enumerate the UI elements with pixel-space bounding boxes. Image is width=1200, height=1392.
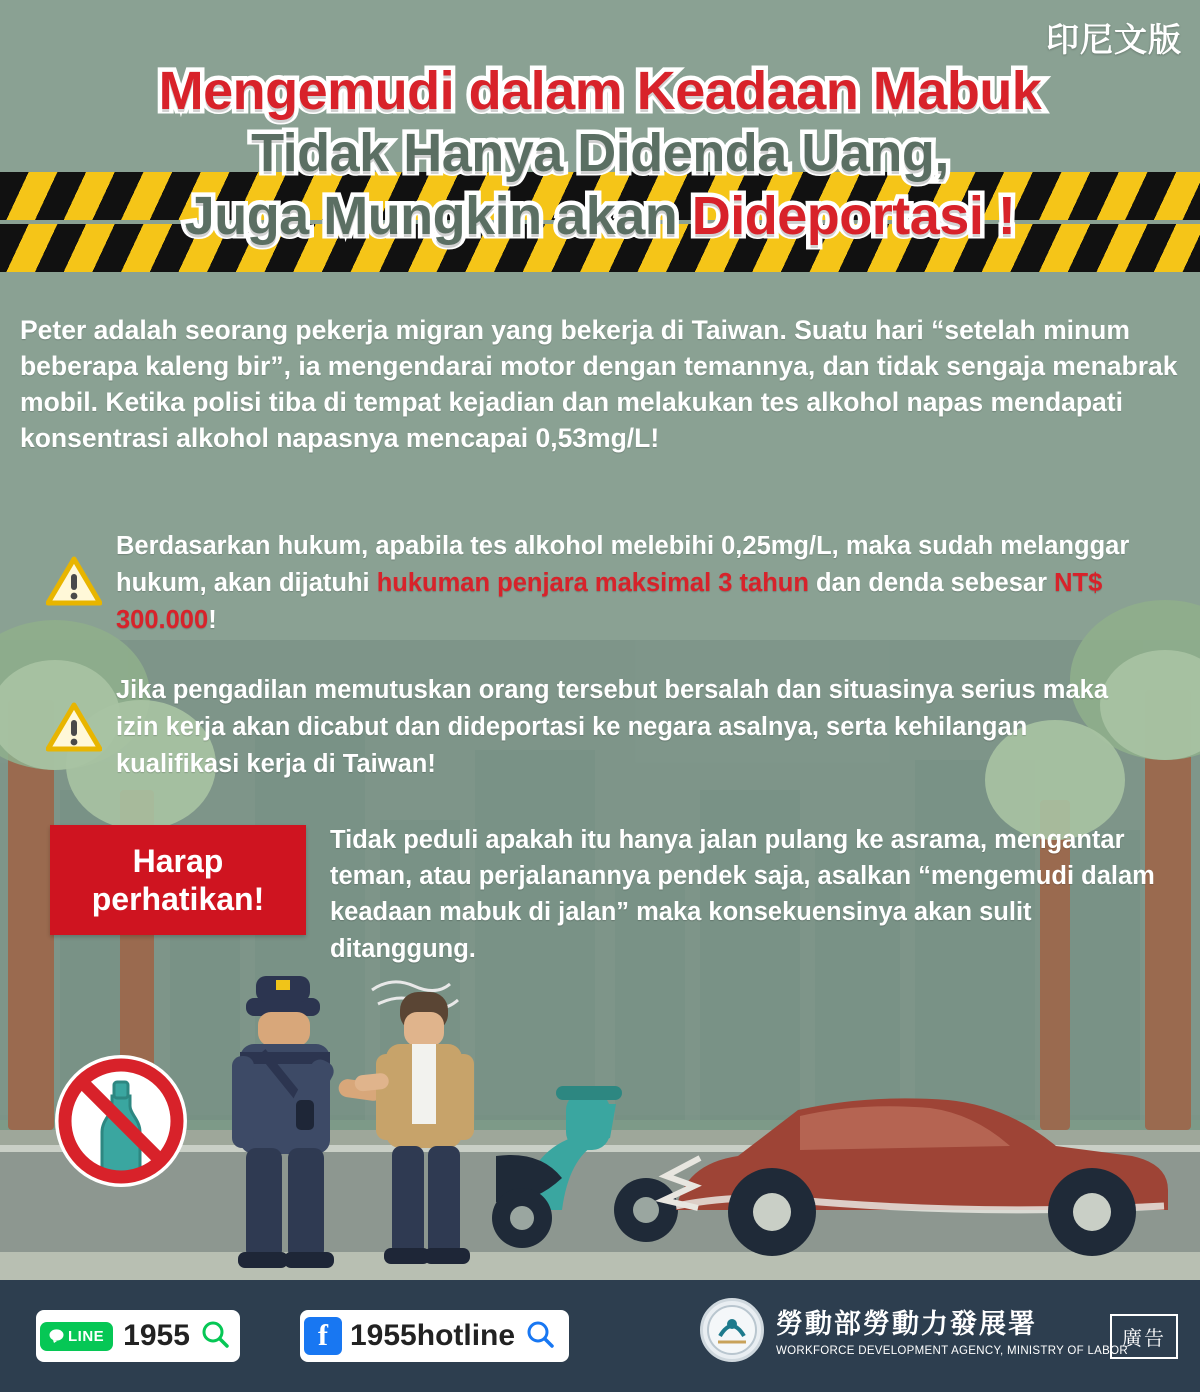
intro-paragraph: Peter adalah seorang pekerja migran yang bekerja di Taiwan. Suatu hari “setelah minum beberapa kaleng bir”, ia mengendarai motor dengan temannya, dan tidak sengaja menabrak mobil. Ketika polisi tiba di tempat kejadian dan melakukan tes alkohol napas mendapati konsentrasi alkohol napasnya mencapai 0,53mg/L! (20, 315, 1178, 454)
attention-box-label: Harap perhatikan! (91, 842, 265, 917)
agency-name-en: WORKFORCE DEVELOPMENT AGENCY, MINISTRY OF LABOR (776, 1344, 1128, 1357)
title-line-2: Tidak Hanya Didenda Uang, (251, 123, 949, 184)
title-line-3-emphasis: Dideportasi ! (691, 185, 1016, 246)
search-icon[interactable] (200, 1319, 230, 1354)
legal-note-1-text: Berdasarkan hukum, apabila tes alkohol melebihi 0,25mg/L, maka sudah melanggar hukum, akan dijatuhi hukuman penjara maksimal 3 tahun dan denda sebesar NT$ 300.000! (116, 532, 1130, 634)
closing-paragraph: Tidak peduli apakah itu hanya jalan pulang ke asrama, mengantar teman, atau perjalanannya pendek saja, asalkan “mengemudi dalam keadaan mabuk di jalan” maka konsekuensinya akan sulit ditanggung. (330, 826, 1155, 963)
legal-note-1 (46, 528, 1146, 639)
police-officer (232, 976, 384, 1268)
language-tag: 印尼文版 (1046, 20, 1182, 59)
search-icon[interactable] (525, 1319, 555, 1354)
warning-triangle-icon (46, 702, 102, 757)
warning-triangle-icon (46, 556, 102, 611)
legal-note-2-text: Jika pengadilan memutuskan orang tersebut bersalah dan situasinya serius maka izin kerja akan dicabut dan dideportasi ke negara asalnya, serta kehilangan kualifikasi kerja di Taiwan! (116, 676, 1109, 778)
scooter (492, 1086, 678, 1248)
facebook-contact[interactable] (300, 1310, 569, 1362)
agency-seal-icon (700, 1298, 764, 1362)
ad-mark: 廣告 (1110, 1314, 1178, 1359)
title-line-3-prefix: Juga Mungkin akan (184, 185, 692, 246)
poster-title (0, 62, 1200, 245)
agency-name (776, 1302, 1128, 1359)
line-icon (40, 1322, 113, 1351)
agency-name-cn: 勞動部勞動力發展署 (776, 1308, 1037, 1340)
damaged-car (664, 1098, 1168, 1256)
agency-block (700, 1298, 1128, 1362)
footer-bar (0, 1280, 1200, 1392)
attention-box (50, 825, 306, 935)
facebook-icon: f (304, 1317, 342, 1355)
illustration-scene (0, 960, 1200, 1290)
line-label: LINE (68, 1327, 105, 1345)
title-line-1: Mengemudi dalam Keadaan Mabuk (158, 61, 1042, 121)
line-contact[interactable] (36, 1310, 240, 1362)
facebook-account: 1955hotline (350, 1319, 516, 1352)
line-number: 1955 (123, 1319, 190, 1352)
drunk-man (354, 992, 474, 1264)
legal-note-2 (46, 672, 1146, 783)
